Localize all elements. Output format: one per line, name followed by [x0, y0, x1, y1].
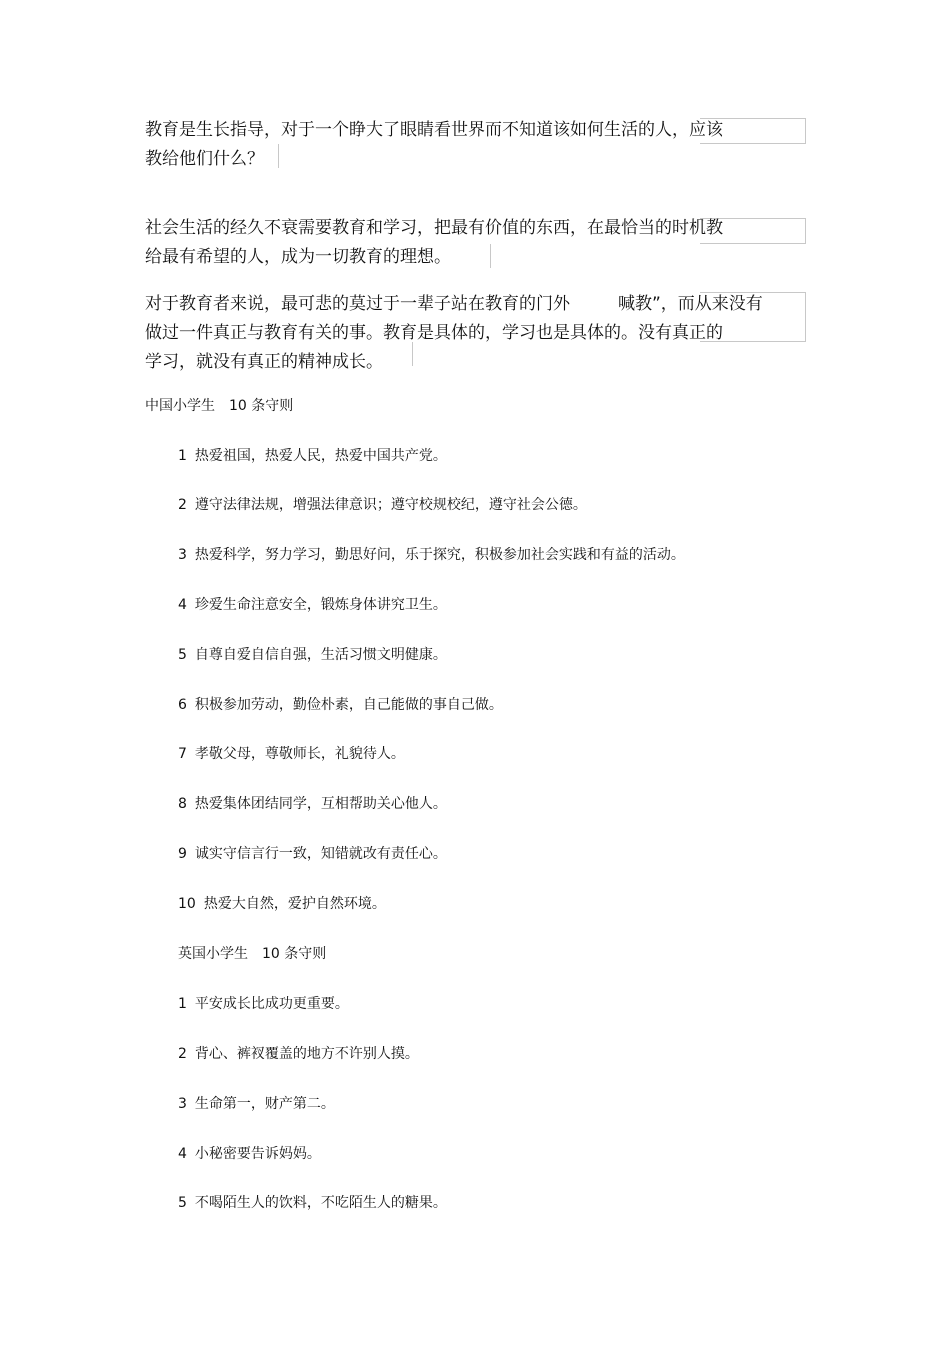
quote-paragraph-1	[145, 116, 805, 174]
list-item: 8 热爱集体团结同学，互相帮助关心他人。	[178, 796, 447, 812]
quote-line	[145, 290, 805, 319]
list-item: 3 生命第一，财产第二。	[178, 1096, 335, 1112]
quote-paragraph-2	[145, 214, 805, 272]
list-item: 9 诚实守信言行一致，知错就改有责任心。	[178, 846, 447, 862]
list-item: 5 不喝陌生人的饮料，不吃陌生人的糖果。	[178, 1195, 447, 1211]
list-item: 1 热爱祖国，热爱人民，热爱中国共产党。	[178, 448, 447, 464]
quote-line-part: 对于教育者来说，最可悲的莫过于一辈子站在教育的门外	[145, 294, 570, 314]
quote-line: 教育是生长指导，对于一个睁大了眼睛看世界而不知道该如何生活的人，应该	[145, 120, 723, 140]
list-item: 4 珍爱生命注意安全，锻炼身体讲究卫生。	[178, 597, 447, 613]
quote-line: 社会生活的经久不衰需要教育和学习，把最有价值的东西，在最恰当的时机教	[145, 218, 723, 238]
list-item: 7 孝敬父母，尊敬师长，礼貌待人。	[178, 746, 405, 762]
quote-paragraph-3	[145, 290, 805, 377]
heading-text: 10 条守则	[262, 946, 327, 962]
list-item: 4 小秘密要告诉妈妈。	[178, 1146, 321, 1162]
heading-text: 10 条守则	[229, 398, 294, 414]
quote-line: 做过一件真正与教育有关的事。教育是具体的，学习也是具体的。没有真正的	[145, 323, 723, 343]
heading-text: 英国小学生	[178, 946, 248, 962]
quote-line-part: 喊教”，而从来没有	[618, 294, 763, 314]
quote-line: 学习，就没有真正的精神成长。	[145, 352, 383, 372]
list-item: 1 平安成长比成功更重要。	[178, 996, 349, 1012]
heading-text: 中国小学生	[145, 398, 215, 414]
section-heading-china	[145, 395, 293, 415]
quote-line: 给最有希望的人，成为一切教育的理想。	[145, 247, 451, 267]
list-item: 6 积极参加劳动，勤俭朴素，自己能做的事自己做。	[178, 697, 503, 713]
list-item: 5 自尊自爱自信自强，生活习惯文明健康。	[178, 647, 447, 663]
list-item: 3 热爱科学，努力学习，勤思好问，乐于探究，积极参加社会实践和有益的活动。	[178, 547, 685, 563]
list-item: 10 热爱大自然，爱护自然环境。	[178, 896, 386, 912]
list-item: 2 背心、裤衩覆盖的地方不许别人摸。	[178, 1046, 419, 1062]
section-heading-uk	[178, 943, 326, 963]
quote-line: 教给他们什么？	[145, 149, 264, 169]
list-item: 2 遵守法律法规，增强法律意识；遵守校规校纪，遵守社会公德。	[178, 497, 587, 513]
